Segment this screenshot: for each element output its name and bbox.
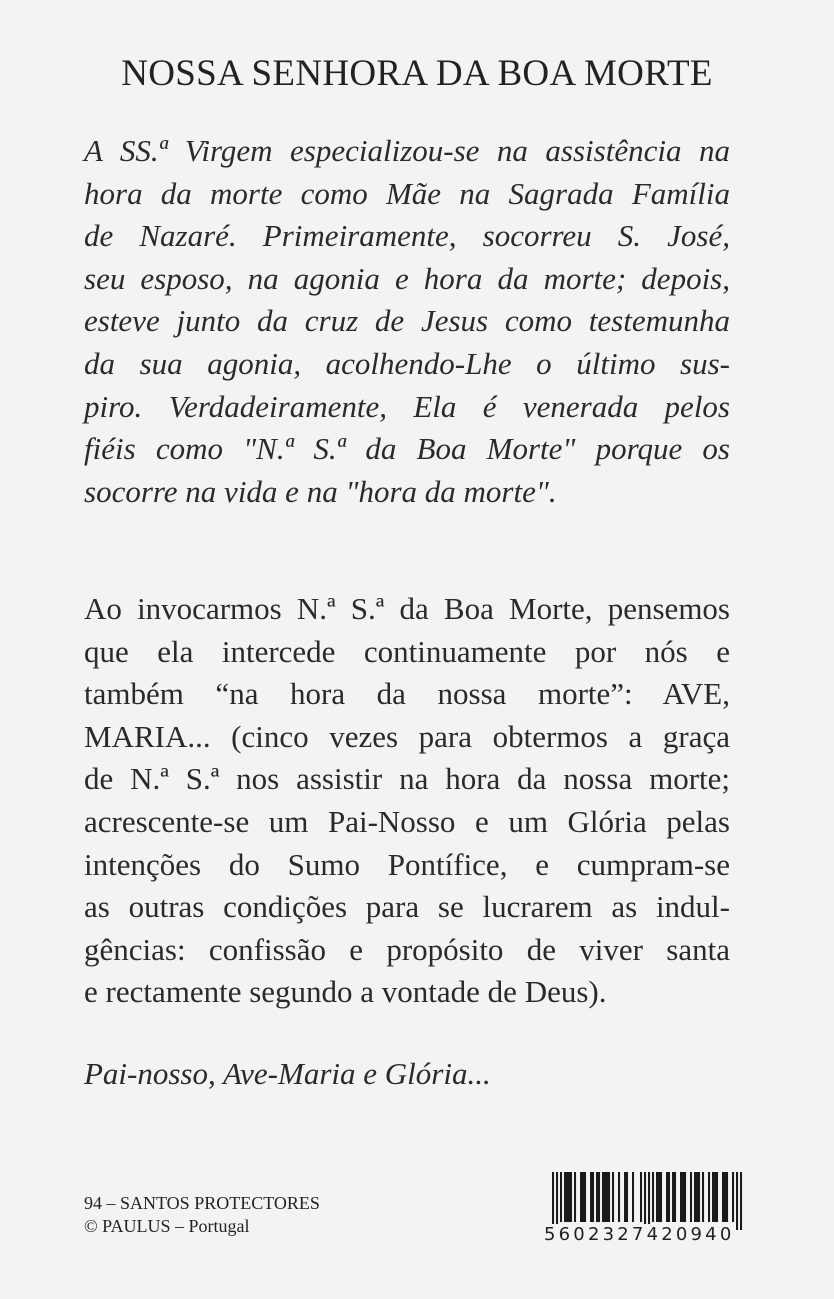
closing-prayer: Pai-nosso, Ave-Maria e Glória... xyxy=(84,1056,491,1091)
barcode-bar xyxy=(732,1172,734,1222)
barcode-bar xyxy=(596,1172,598,1222)
barcode-bar xyxy=(574,1172,576,1222)
barcode-bar xyxy=(602,1172,604,1222)
barcode-bar xyxy=(570,1172,572,1222)
text-line: MARIA... (cinco vezes para obtermos a graça xyxy=(84,718,730,754)
text-line: esteve junto da cruz de Jesus como testemunha xyxy=(84,303,730,339)
barcode-bar xyxy=(690,1172,692,1222)
barcode-bar xyxy=(666,1172,668,1222)
barcode-bar xyxy=(684,1172,686,1222)
barcode-bar xyxy=(656,1172,658,1222)
barcode-bar xyxy=(736,1172,738,1230)
series-label: 94 – SANTOS PROTECTORES xyxy=(84,1193,320,1213)
text-line: gências: confissão e propósito de viver santa xyxy=(84,931,730,967)
barcode-bar xyxy=(652,1172,654,1222)
text-line: seu esposo, na agonia e hora da morte; depois, xyxy=(84,260,730,296)
barcode-bar xyxy=(714,1172,716,1222)
barcode-bar xyxy=(568,1172,570,1222)
text-line: de N.ª S.ª nos assistir na hora da nossa morte; xyxy=(84,761,730,797)
footer xyxy=(84,1192,320,1238)
barcode-bar xyxy=(598,1172,600,1222)
barcode-bar xyxy=(648,1172,650,1230)
text-line: fiéis como "N.ª S.ª da Boa Morte" porque os xyxy=(84,431,730,467)
barcode-bars xyxy=(546,1172,744,1230)
barcode-bar xyxy=(658,1172,660,1222)
barcode-bar xyxy=(698,1172,700,1222)
barcode-bar xyxy=(740,1172,742,1230)
barcode-bar xyxy=(672,1172,674,1222)
text-line: intenções do Sumo Pontífice, e cumpram-se xyxy=(84,846,730,882)
barcode-bar xyxy=(624,1172,626,1222)
barcode-digits: 5602327420940 xyxy=(544,1224,735,1245)
barcode-bar xyxy=(612,1172,614,1222)
barcode-bar xyxy=(592,1172,594,1222)
barcode-bar xyxy=(632,1172,634,1222)
text-line: da sua agonia, acolhendo-Lhe o último sus- xyxy=(84,345,730,381)
barcode-bar xyxy=(604,1172,606,1222)
barcode-bar xyxy=(560,1172,562,1222)
text-line: de Nazaré. Primeiramente, socorreu S. José, xyxy=(84,218,730,254)
barcode-bar xyxy=(694,1172,696,1222)
barcode-bar xyxy=(696,1172,698,1222)
barcode-bar xyxy=(680,1172,682,1222)
barcode-bar xyxy=(580,1172,582,1222)
page-title: NOSSA SENHORA DA BOA MORTE xyxy=(121,53,713,94)
barcode-bar xyxy=(708,1172,710,1222)
barcode-bar xyxy=(640,1172,642,1222)
publisher-label: © PAULUS – Portugal xyxy=(84,1216,250,1236)
text-line: acrescente-se um Pai-Nosso e um Glória pelas xyxy=(84,803,730,839)
barcode-bar xyxy=(566,1172,568,1222)
text-line: também “na hora da nossa morte”: AVE, xyxy=(84,676,730,712)
barcode-bar xyxy=(582,1172,584,1222)
text-line: e rectamente segundo a vontade de Deus). xyxy=(84,974,607,1010)
barcode-bar xyxy=(716,1172,718,1222)
barcode-bar xyxy=(584,1172,586,1222)
barcode-bar xyxy=(668,1172,670,1222)
barcode-bar xyxy=(722,1172,724,1222)
text-line: hora da morte como Mãe na Sagrada Família xyxy=(84,175,730,211)
text-line: Ao invocarmos N.ª S.ª da Boa Morte, pensemos xyxy=(84,591,730,626)
text-line: socorre na vida e na "hora da morte". xyxy=(84,473,557,509)
barcode-bar xyxy=(702,1172,704,1222)
barcode-bar xyxy=(712,1172,714,1222)
paragraph-italic-intro xyxy=(84,130,730,513)
barcode-bar xyxy=(644,1172,646,1230)
barcode-bar xyxy=(590,1172,592,1222)
text-line: piro. Verdadeiramente, Ela é venerada pelos xyxy=(84,388,730,424)
barcode-bar xyxy=(674,1172,676,1222)
barcode-bar xyxy=(606,1172,608,1222)
barcode-bar xyxy=(626,1172,628,1222)
barcode-bar xyxy=(682,1172,684,1222)
barcode-bar xyxy=(660,1172,662,1222)
paragraph-invocation xyxy=(84,588,730,1014)
barcode-bar xyxy=(556,1172,558,1230)
text-line: que ela intercede continuamente por nós e xyxy=(84,633,730,669)
barcode-bar xyxy=(564,1172,566,1222)
barcode-bar xyxy=(552,1172,554,1230)
barcode xyxy=(546,1172,744,1252)
barcode-bar xyxy=(618,1172,620,1222)
text-line: A SS.ª Virgem especializou-se na assistência na xyxy=(84,133,730,168)
barcode-bar xyxy=(724,1172,726,1222)
barcode-bar xyxy=(726,1172,728,1222)
barcode-bar xyxy=(608,1172,610,1222)
text-line: as outras condições para se lucrarem as indul- xyxy=(84,889,730,925)
